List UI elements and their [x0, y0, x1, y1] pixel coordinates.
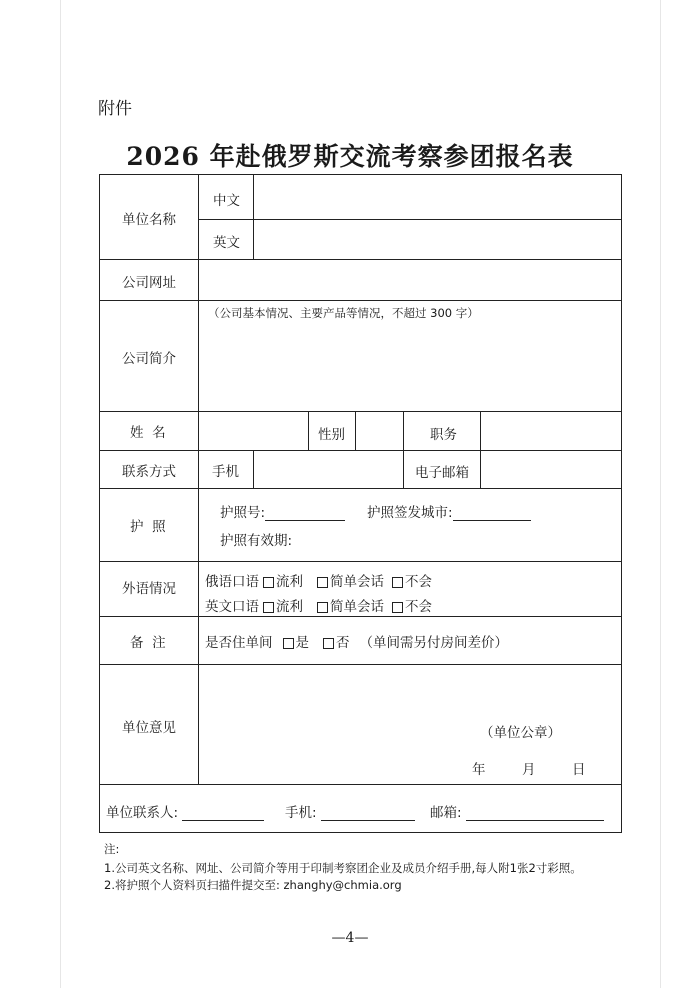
russian-fluent-option: 流利 [276, 574, 303, 590]
language-label: 外语情况 [122, 581, 176, 597]
line-after-person [100, 450, 621, 451]
russian-none-option: 不会 [405, 574, 432, 590]
email-label: 电子邮箱 [415, 465, 469, 481]
line-name-split [198, 219, 621, 220]
line-after-profile [100, 411, 621, 412]
line-after-remarks [100, 664, 621, 665]
footer-email-blank[interactable] [466, 807, 604, 821]
passport-city-blank[interactable] [453, 507, 531, 521]
russian-simple-option: 简单会话 [330, 574, 384, 590]
vline-gender-label [355, 411, 356, 450]
vline-mobile-value [403, 450, 404, 488]
english-simple-checkbox[interactable] [317, 602, 328, 613]
english-oral-label: 英文口语 [205, 599, 259, 615]
russian-fluent-checkbox[interactable] [263, 577, 274, 588]
single-room-label: 是否住单间 [205, 635, 273, 651]
profile-hint: （公司基本情况、主要产品等情况，不超过 300 字） [208, 306, 479, 320]
remarks-label: 备 注 [130, 635, 166, 651]
vline-mobile-label [253, 450, 254, 488]
footer-mobile-label: 手机: [285, 805, 317, 821]
line-after-contact [100, 488, 621, 489]
line-after-website [100, 300, 621, 301]
line-after-language [100, 616, 621, 617]
english-none-option: 不会 [405, 599, 432, 615]
footer-mobile-field[interactable] [285, 801, 415, 821]
english-fluent-checkbox[interactable] [263, 602, 274, 613]
notes-line-2: 2.将护照个人资料页扫描件提交至: zhanghy@chmia.org [104, 878, 402, 892]
year-label: 年 [472, 762, 486, 778]
notes-line-1: 1.公司英文名称、网址、公司简介等用于印制考察团企业及成员介绍手册,每人附1张2寸彩照。 [104, 861, 582, 875]
footer-mobile-blank[interactable] [321, 807, 415, 821]
single-room-yes-checkbox[interactable] [283, 638, 294, 649]
unit-contact-blank[interactable] [182, 807, 264, 821]
unit-contact-label: 单位联系人: [106, 805, 179, 821]
registration-form [99, 174, 622, 833]
passport-city-label: 护照签发城市: [367, 505, 453, 521]
english-fluent-option: 流利 [276, 599, 303, 615]
single-room-no-checkbox[interactable] [323, 638, 334, 649]
passport-number-label: 护照号: [220, 505, 266, 521]
contact-label: 联系方式 [122, 464, 176, 480]
opinion-label: 单位意见 [122, 720, 176, 736]
russian-none-checkbox[interactable] [392, 577, 403, 588]
single-room-yes-option: 是 [295, 635, 309, 651]
line-after-passport [100, 561, 621, 562]
passport-label: 护 照 [130, 519, 166, 535]
line-after-name [100, 259, 621, 260]
passport-city-field[interactable] [367, 501, 531, 521]
single-room-note: （单间需另付房间差价） [359, 635, 508, 651]
profile-label: 公司简介 [122, 351, 176, 367]
gender-label: 性别 [318, 427, 345, 443]
notes-heading: 注: [104, 842, 120, 856]
page-title: 2026 年赴俄罗斯交流考察参团报名表 [126, 142, 574, 171]
line-after-opinion [100, 784, 621, 785]
vline-name-sub [253, 175, 254, 259]
vline-label-col [198, 175, 199, 784]
passport-number-field[interactable] [220, 501, 345, 521]
person-name-label: 姓 名 [130, 425, 166, 441]
russian-oral-label: 俄语口语 [205, 574, 259, 590]
vline-gender-value [403, 411, 404, 450]
vline-name-value [308, 411, 309, 450]
unit-contact-field[interactable] [106, 801, 264, 821]
single-room-row [205, 631, 508, 651]
footer-email-label: 邮箱: [430, 805, 462, 821]
english-simple-option: 简单会话 [330, 599, 384, 615]
russian-simple-checkbox[interactable] [317, 577, 328, 588]
russian-row [205, 570, 432, 590]
day-label: 日 [572, 762, 586, 778]
seal-label: （单位公章） [480, 725, 561, 741]
website-label: 公司网址 [122, 275, 176, 291]
footer-email-field[interactable] [430, 801, 604, 821]
chinese-label: 中文 [213, 193, 240, 209]
position-label: 职务 [430, 427, 457, 443]
attachment-label: 附件 [98, 99, 132, 119]
english-label: 英文 [213, 235, 240, 251]
english-oral-row [205, 595, 432, 615]
english-none-checkbox[interactable] [392, 602, 403, 613]
passport-validity-label: 护照有效期: [220, 533, 293, 549]
page-number: —4— [331, 930, 369, 946]
single-room-no-option: 否 [336, 635, 350, 651]
mobile-label: 手机 [212, 464, 239, 480]
passport-number-blank[interactable] [265, 507, 345, 521]
month-label: 月 [522, 762, 536, 778]
vline-position-label [480, 411, 481, 488]
company-name-label: 单位名称 [122, 212, 176, 228]
